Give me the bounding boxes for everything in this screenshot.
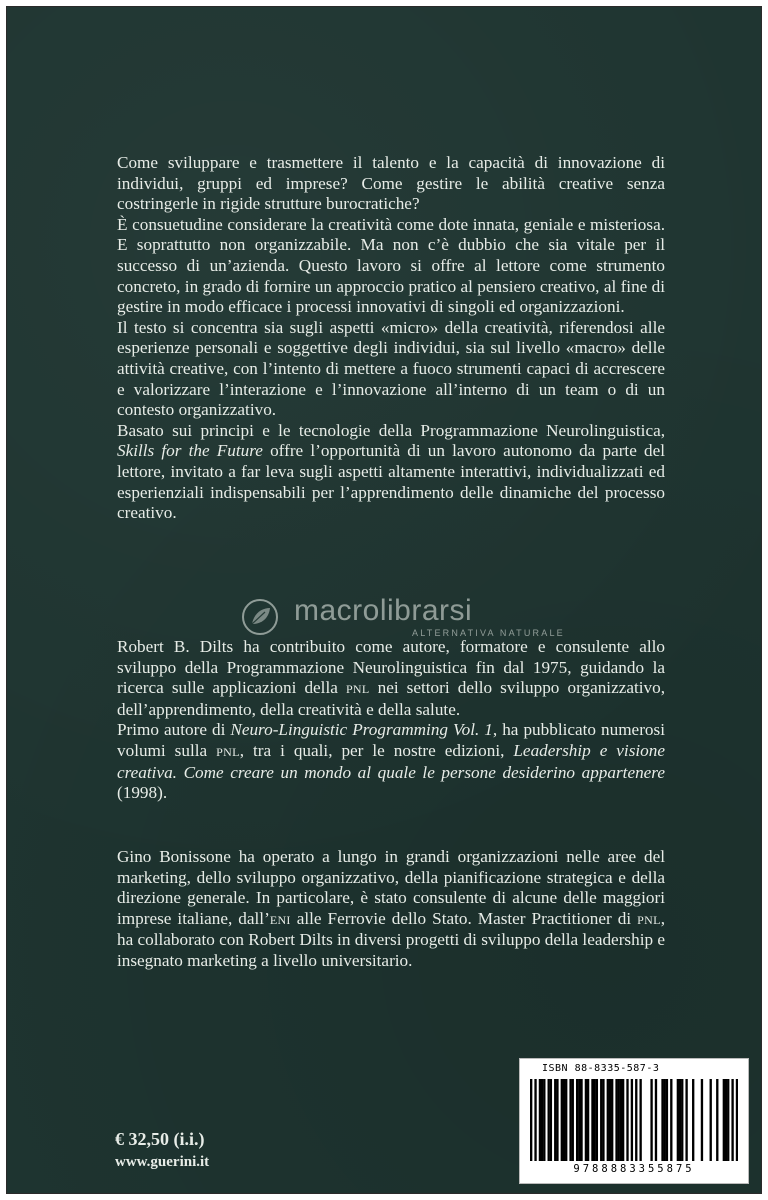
bio-text: alle Ferrovie dello Stato. Master Practitioner di xyxy=(290,908,638,928)
barcode-bar xyxy=(701,1079,703,1161)
barcode-bars xyxy=(530,1079,738,1161)
bio-text: , ha pubblicato numerosi volumi sulla xyxy=(117,720,665,760)
watermark-title: macrolibrarsi xyxy=(294,594,473,627)
bio-text: (1998). xyxy=(117,783,168,803)
barcode-bar xyxy=(650,1079,652,1161)
barcode-bar xyxy=(626,1079,628,1161)
bio-text: , ha collaborato con Robert Dilts in diversi progetti di sviluppo della leadership e insegnato marketing a livello universitario. xyxy=(117,908,665,970)
pnl-abbreviation: PNL xyxy=(345,682,370,697)
synopsis-text: offre l’opportunità di un lavoro autonomo da parte del lettore, invitato a far leva sugli aspetti altamente interattivi, individualizzati ed esperienziali indispensabili per l’apprendimento delle dinamiche del processo creativo. xyxy=(117,441,665,523)
bio-text: Robert B. Dilts ha contribuito come autore, formatore e consulente allo sviluppo della Programmazione Neurolinguistica fin dal 1975, guidando la ricerca sulle applicazioni della xyxy=(117,637,665,698)
publisher-website: www.guerini.it xyxy=(115,1154,210,1170)
barcode-bar xyxy=(635,1079,637,1161)
barcode-bar xyxy=(692,1079,694,1161)
barcode-bar xyxy=(631,1079,633,1161)
watermark-subtitle: ALTERNATIVA NATURALE xyxy=(412,628,565,638)
dilts-paragraph-1 xyxy=(117,637,665,720)
book-title-italic: Neuro-Linguistic Programming Vol. 1 xyxy=(230,720,493,740)
bio-text: , tra i quali, per le nostre edizioni, xyxy=(239,740,514,760)
barcode-bar xyxy=(736,1079,738,1161)
author-bio-bonissone xyxy=(117,847,665,972)
barcode-bar xyxy=(611,1079,613,1161)
barcode-bar xyxy=(548,1079,550,1161)
barcode-bar xyxy=(602,1079,604,1161)
barcode-bar xyxy=(710,1079,712,1161)
bio-text: nei settori dello sviluppo organizzativo, dell’apprendimento, della creatività e della salute. xyxy=(117,678,665,719)
barcode-bar xyxy=(561,1079,563,1161)
barcode-bar xyxy=(591,1079,593,1161)
barcode-bar xyxy=(723,1079,725,1161)
barcode-bar xyxy=(580,1079,582,1161)
synopsis-paragraph-2: È consuetudine considerare la creatività come dote innata, geniale e misteriosa. E soprattutto non organizzabile. Ma non c’è dubbio che sia vitale per il successo di un’azienda. Questo lavoro si offre al lettore come strumento concreto, in grado di fornire un approccio pratico al pensiero creativo, al fine di gestire in modo efficace i processi innovativi di singoli ed organizzazioni. xyxy=(117,214,665,317)
book-title-italic: Skills for the Future xyxy=(117,441,263,461)
barcode-bar xyxy=(550,1079,552,1161)
barcode-bar xyxy=(607,1079,609,1161)
barcode-bar xyxy=(576,1079,578,1161)
barcode-bar xyxy=(618,1079,620,1161)
bonissone-paragraph xyxy=(117,847,665,972)
barcode-bar xyxy=(534,1079,536,1161)
barcode-bar xyxy=(593,1079,595,1161)
barcode-bar xyxy=(670,1079,672,1161)
barcode-bar xyxy=(541,1079,543,1161)
barcode-bar xyxy=(620,1079,622,1161)
barcode-bar xyxy=(666,1079,668,1161)
barcode-bar xyxy=(569,1079,571,1161)
isbn-text: ISBN 88-8335-587-3 xyxy=(542,1063,660,1074)
pnl-abbreviation: PNL xyxy=(637,912,661,927)
author-bio-dilts xyxy=(117,637,665,804)
barcode-bar xyxy=(539,1079,541,1161)
barcode-bar xyxy=(679,1079,681,1161)
ean-number: 9788883355875 xyxy=(573,1163,695,1175)
barcode-bar xyxy=(556,1079,558,1161)
barcode-bar xyxy=(565,1079,567,1161)
barcode-bar xyxy=(585,1079,587,1161)
barcode-bar xyxy=(530,1079,532,1161)
price-label: € 32,50 (i.i.) xyxy=(115,1129,205,1149)
synopsis-paragraph-1: Come sviluppare e trasmettere il talento e la capacità di innovazione di individui, gruppi ed imprese? Come gestire le abilità creative senza costringerle in rigide strutture burocratiche? xyxy=(117,153,665,214)
barcode-bar xyxy=(578,1079,580,1161)
synopsis-text: Basato sui principi e le tecnologie della Programmazione Neurolinguistica, xyxy=(117,420,665,440)
barcode-bar xyxy=(572,1079,574,1161)
barcode-bar xyxy=(600,1079,602,1161)
barcode-bar xyxy=(677,1079,679,1161)
book-back-cover xyxy=(6,6,762,1194)
barcode-bar xyxy=(685,1079,687,1161)
barcode-bar xyxy=(615,1079,617,1161)
barcode-bar xyxy=(731,1079,733,1161)
barcode-bar xyxy=(587,1079,589,1161)
barcode-bar xyxy=(661,1079,663,1161)
barcode-bar xyxy=(622,1079,624,1161)
barcode-bar xyxy=(543,1079,545,1161)
barcode-bar xyxy=(725,1079,727,1161)
synopsis-block xyxy=(117,153,665,524)
barcode-bar xyxy=(609,1079,611,1161)
leaf-icon xyxy=(240,597,280,637)
pnl-abbreviation: PNL xyxy=(216,744,240,759)
barcode-bar xyxy=(716,1079,718,1161)
barcode-bar xyxy=(681,1079,683,1161)
barcode-bar xyxy=(639,1079,641,1161)
barcode-bar xyxy=(554,1079,556,1161)
barcode-bar xyxy=(563,1079,565,1161)
bio-text: Primo autore di xyxy=(117,720,231,740)
eni-abbreviation: ENI xyxy=(269,912,291,927)
dilts-paragraph-2 xyxy=(117,720,665,803)
barcode-label xyxy=(519,1058,749,1184)
book-title-italic: Leadership e visione creativa. Come creare un mondo al quale le persone desiderino appartenere xyxy=(117,740,665,782)
barcode-bar xyxy=(655,1079,657,1161)
barcode-bar xyxy=(664,1079,666,1161)
barcode-bar xyxy=(596,1079,598,1161)
synopsis-paragraph-4 xyxy=(117,421,665,524)
bio-text: Gino Bonissone ha operato a lungo in grandi organizzazioni nelle aree del marketing, dello sviluppo organizzativo, della pianificazione strategica e della direzione generale. In particolare, è stato consulente di alcune delle maggiori imprese italiane, dall’ xyxy=(117,847,665,928)
synopsis-paragraph-3: Il testo si concentra sia sugli aspetti «micro» della creatività, riferendosi alle esperienze personali e soggettive degli individui, sia sul livello «macro» delle attività creative, con l’intento di mettere a fuoco strumenti capaci di accrescere e valorizzare l’interazione e l’innovazione all’interno di un team o di un contesto organizzativo. xyxy=(117,317,665,420)
barcode-bar xyxy=(727,1079,729,1161)
